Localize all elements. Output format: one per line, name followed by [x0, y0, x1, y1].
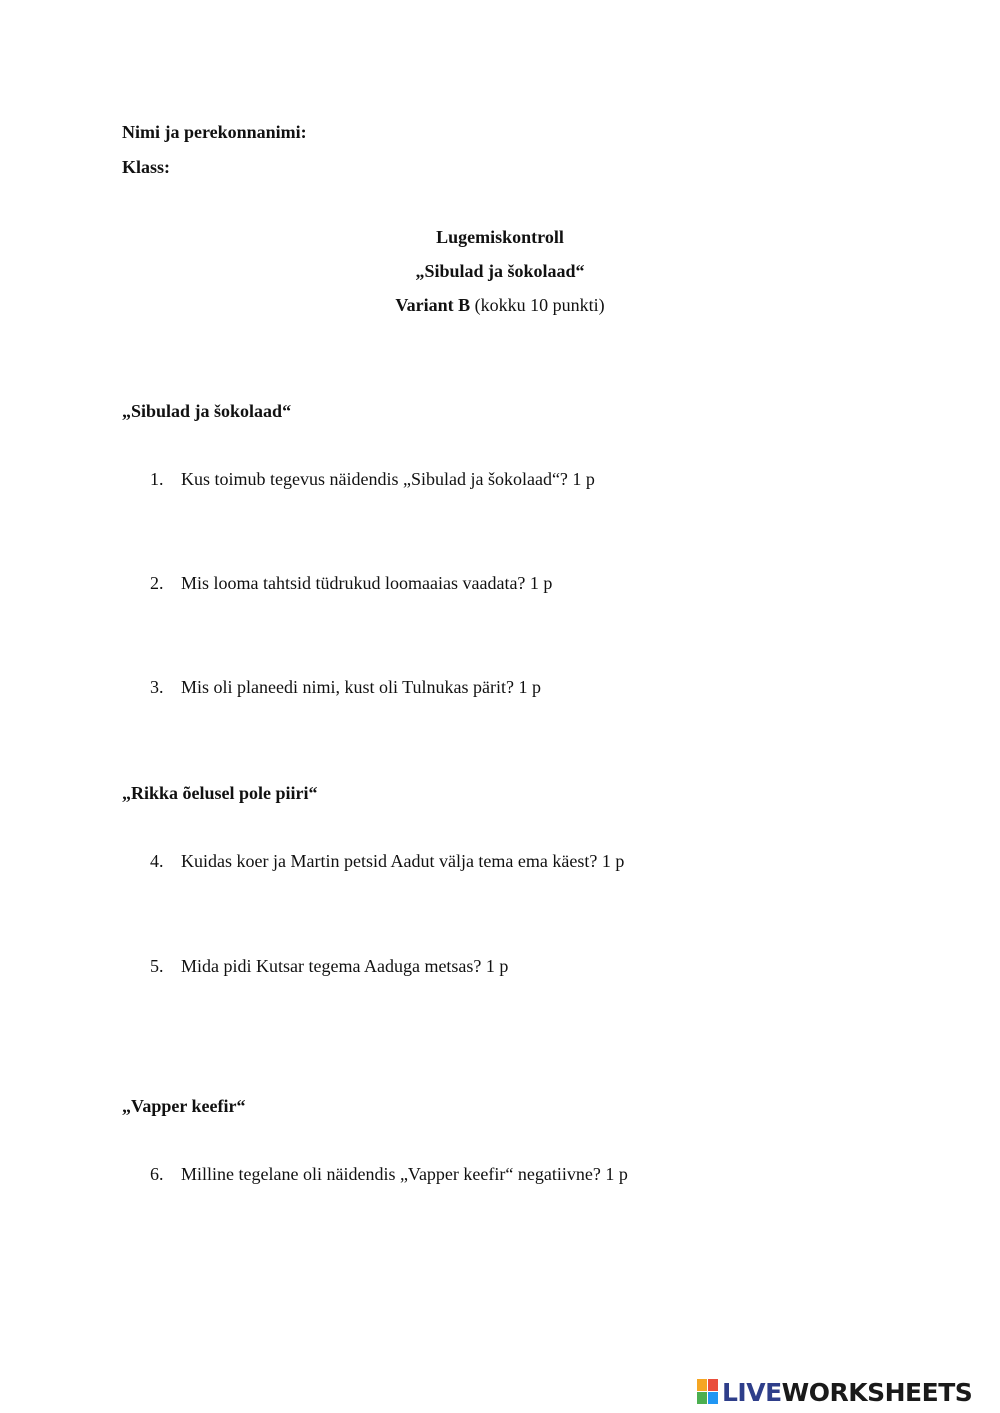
- question-number: 6.: [150, 1164, 164, 1184]
- question-item: [150, 573, 552, 594]
- liveworksheets-logo-icon: [697, 1379, 719, 1405]
- question-number: 2.: [150, 573, 164, 593]
- question-number: 5.: [150, 956, 164, 976]
- question-text: Mis oli planeedi nimi, kust oli Tulnukas pärit? 1 p: [181, 677, 541, 697]
- section-heading: „Sibulad ja šokolaad“: [122, 401, 292, 421]
- question-item: [150, 851, 624, 872]
- question-text: Milline tegelane oli näidendis „Vapper keefir“ negatiivne? 1 p: [181, 1164, 628, 1184]
- question-item: [150, 469, 595, 490]
- question-text: Mis looma tahtsid tüdrukud loomaaias vaadata? 1 p: [181, 573, 553, 593]
- question-text: Mida pidi Kutsar tegema Aaduga metsas? 1 p: [181, 956, 509, 976]
- class-label: Klass:: [122, 157, 171, 177]
- question-item: [150, 956, 508, 977]
- points-total: (kokku 10 punkti): [470, 295, 605, 315]
- question-item: [150, 1164, 628, 1185]
- worksheet-title: Lugemiskontroll: [436, 227, 564, 247]
- liveworksheets-logo: [697, 1377, 972, 1407]
- question-number: 3.: [150, 677, 164, 697]
- section-heading: „Rikka õelusel pole piiri“: [122, 783, 318, 803]
- liveworksheets-logo-text: LIVEWORKSHEETS: [722, 1377, 973, 1407]
- name-label: Nimi ja perekonnanimi:: [122, 122, 307, 142]
- question-number: 4.: [150, 851, 164, 871]
- question-text: Kuidas koer ja Martin petsid Aadut välja tema ema käest? 1 p: [181, 851, 625, 871]
- variant-label: Variant B: [395, 295, 471, 315]
- worksheet-subtitle: „Sibulad ja šokolaad“: [415, 261, 585, 281]
- variant-line: [0, 295, 1000, 316]
- question-number: 1.: [150, 469, 164, 489]
- section-heading: „Vapper keefir“: [122, 1096, 246, 1116]
- question-text: Kus toimub tegevus näidendis „Sibulad ja šokolaad“? 1 p: [181, 469, 595, 489]
- question-item: [150, 677, 541, 698]
